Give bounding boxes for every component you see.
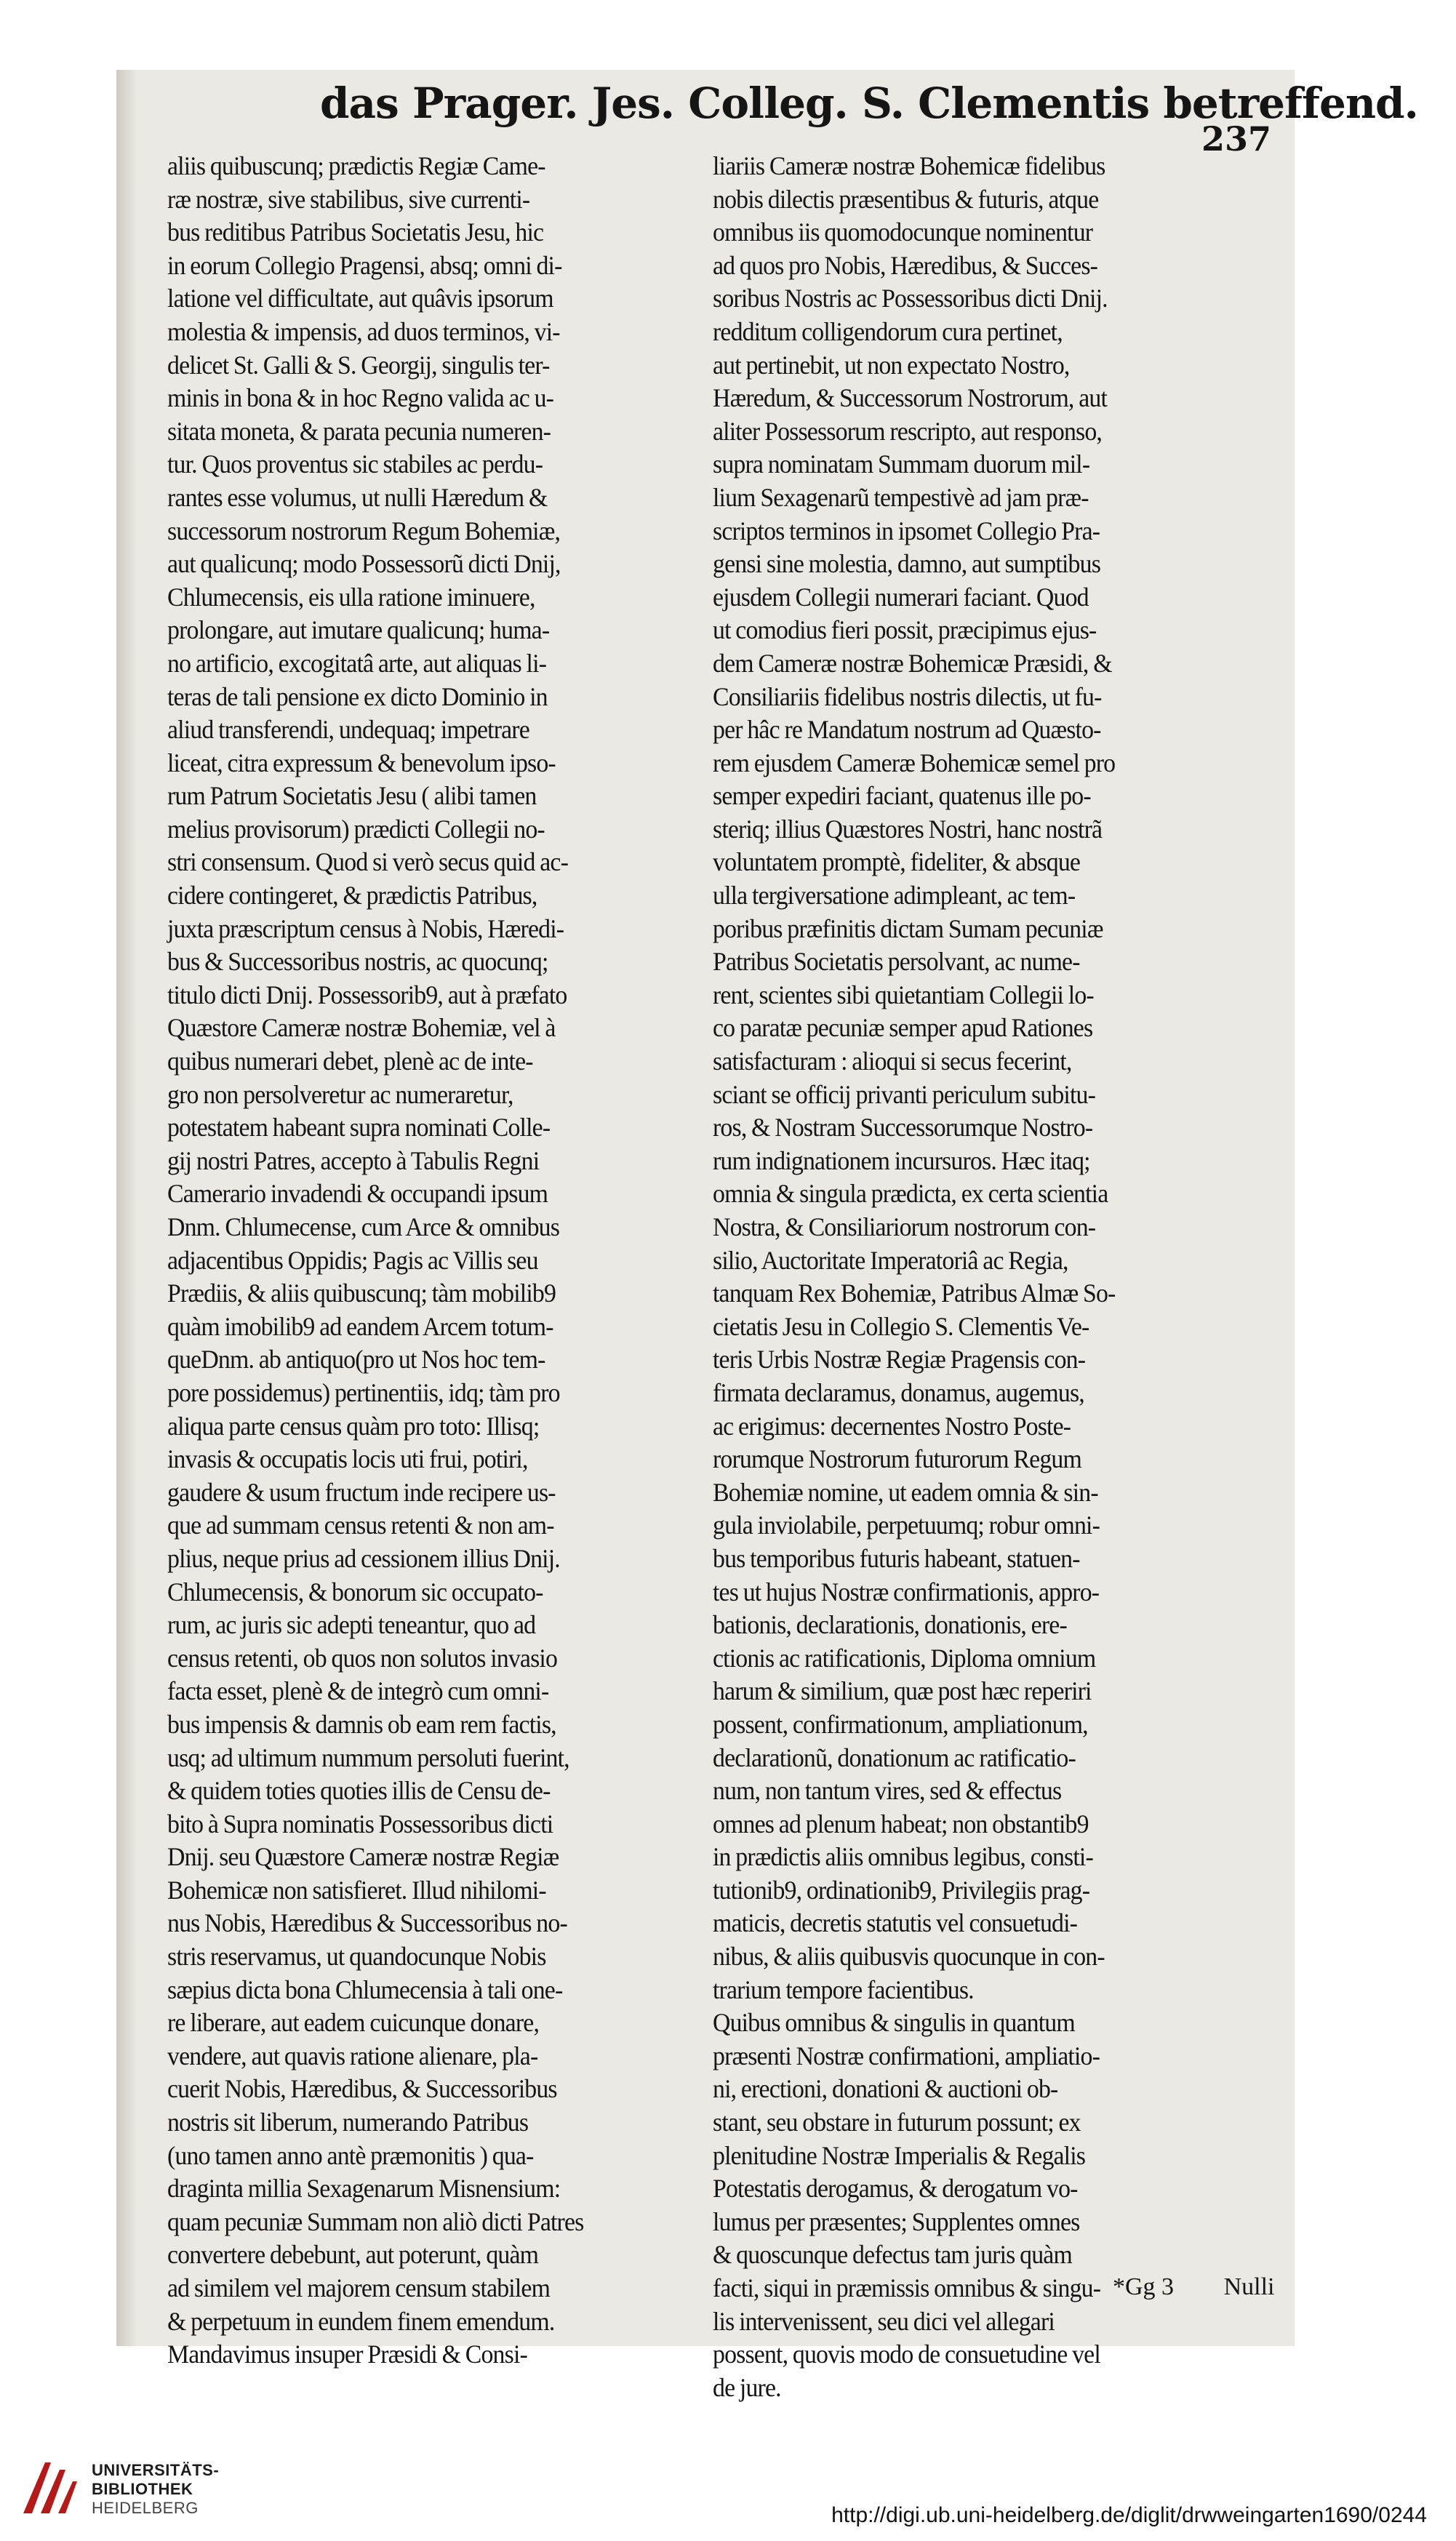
text-line: delicet St. Galli & S. Georgij, singulis ter- [167,350,550,380]
text-line: facti, siqui in præmissis omnibus & singu- [713,2273,1101,2302]
text-line: nibus, & aliis quibusvis quocunque in con- [713,1942,1105,1972]
text-line: tanquam Rex Bohemiæ, Patribus Almæ So- [713,1278,1116,1308]
text-line: gij nostri Patres, accepto à Tabulis Regni [167,1145,540,1175]
text-line: Nostra, & Consiliariorum nostrorum con- [713,1212,1096,1241]
text-line: convertere debebunt, aut poterunt, quàm [167,2240,539,2270]
text-line: nobis dilectis præsentibus & futuris, atque [713,184,1099,214]
text-line: latione vel difficultate, aut quâvis ipsorum [167,284,553,313]
text-line: bito à Supra nominatis Possessoribus dicti [167,1809,553,1838]
text-line: Patribus Societatis persolvant, ac nume- [713,947,1080,977]
text-line: molestia & impensis, ad duos terminos, vi- [167,316,560,346]
text-line: bus impensis & damnis ob eam rem factis, [167,1709,556,1739]
text-line: gula inviolabile, perpetuumq; robur omni- [713,1510,1100,1540]
text-line: potestatem habeant supra nominati Colle- [167,1113,551,1143]
text-line: Bohemiæ nomine, ut eadem omnia & sin- [713,1477,1098,1507]
text-line: ros, & Nostram Successorumque Nostro- [713,1113,1093,1143]
text-line: de jure. [713,2372,781,2402]
text-line: no artificio, excogitatâ arte, aut aliquas li- [167,648,547,678]
text-line: aut pertinebit, ut non expectato Nostro, [713,350,1070,380]
text-line: soribus Nostris ac Possessoribus dicti Dnij. [713,284,1108,313]
text-line: Hæredum, & Successorum Nostrorum, aut [713,383,1108,413]
text-line: Camerario invadendi & occupandi ipsum [167,1179,548,1209]
text-line: sitata moneta, & parata pecunia numeren- [167,416,551,446]
text-line: supra nominatam Summam duorum mil- [713,449,1090,479]
text-line: declarationũ, donationum ac ratificatio- [713,1742,1076,1772]
text-line: successorum nostrorum Regum Bohemiæ, [167,516,561,545]
viewer-footer [0,2429,1456,2541]
catchword: Nulli [1223,2273,1275,2300]
text-line: nostris sit liberum, numerando Patribus [167,2108,529,2137]
text-line: præsenti Nostræ confirmationi, ampliatio- [713,2041,1100,2070]
text-line: plenitudine Nostræ Imperialis & Regalis [713,2140,1086,2170]
text-line: in eorum Collegio Pragensi, absq; omni di- [167,250,562,280]
text-line: re liberare, aut eadem cuicunque donare, [167,2008,540,2038]
text-line: dem Cameræ nostræ Bohemicæ Præsidi, & [713,648,1112,678]
text-line: nus Nobis, Hæredibus & Successoribus no- [167,1908,567,1938]
text-line: queDnm. ab antiquo(pro ut Nos hoc tem- [167,1345,545,1374]
text-line: lumus per præsentes; Supplentes omnes [713,2206,1080,2236]
text-line: draginta millia Sexagenarum Misnensium: [167,2174,561,2204]
text-line: adjacentibus Oppidis; Pagis ac Villis seu [167,1245,538,1275]
text-line: omnibus iis quomodocunque nominentur [713,217,1093,247]
text-line: rantes esse volumus, ut nulli Hæredum & [167,482,548,512]
text-line: ni, erectioni, donationi & auctioni ob- [713,2074,1058,2104]
text-line: Dnm. Chlumecense, cum Arce & omnibus [167,1212,560,1241]
text-line: stant, seu obstare in futurum possunt; ex [713,2108,1081,2137]
text-line: co paratæ pecuniæ semper apud Rationes [713,1013,1093,1043]
text-line: Bohemicæ non satisfieret. Illud nihilomi- [167,1875,546,1905]
text-line: semper expediri faciant, quatenus ille po- [713,781,1091,811]
text-line: harum & similium, quæ post hæc reperiri [713,1676,1092,1706]
text-line: liceat, citra expressum & benevolum ipso- [167,748,556,777]
text-line: aliqua parte census quàm pro toto: Illisq; [167,1411,540,1441]
text-line: usq; ad ultimum nummum persoluti fuerint, [167,1742,569,1772]
text-line: stri consensum. Quod si verò secus quid ac- [167,847,569,877]
text-line: vendere, aut quavis ratione alienare, pla- [167,2041,538,2070]
text-line: rum Patrum Societatis Jesu ( alibi tamen [167,781,537,811]
text-line: plius, neque prius ad cessionem illius Dnij. [167,1543,560,1573]
text-line: melius provisorum) prædicti Collegii no- [167,814,545,844]
text-line: que ad summam census retenti & non am- [167,1510,554,1540]
left-text-column [167,150,673,2372]
text-line: & perpetuum in eundem finem emendum. [167,2306,555,2336]
text-line: minis in bona & in hoc Regno valida ac u- [167,383,554,413]
text-line: sæpius dicta bona Chlumecensia à tali one- [167,1974,563,2004]
text-line: lis intervenissent, seu dici vel allegari [713,2306,1055,2336]
text-line: (uno tamen anno antè præmonitis ) qua- [167,2140,534,2170]
text-line: Potestatis derogamus, & derogatum vo- [713,2174,1078,2204]
text-line: gaudere & usum fructum inde recipere us- [167,1477,556,1507]
text-line: in prædictis aliis omnibus legibus, consti- [713,1842,1093,1872]
text-line: Dnij. seu Quæstore Cameræ nostræ Regiæ [167,1842,559,1872]
text-line: bus & Successoribus nostris, ac quocunq; [167,947,548,977]
text-line: tutionib9, ordinationib9, Privilegiis prag- [713,1875,1090,1905]
text-line: rum, ac juris sic adepti teneantur, quo ad [167,1610,536,1640]
text-line: aliud transferendi, undequaq; impetrare [167,715,529,745]
text-line: aliter Possessorum rescripto, aut responso, [713,416,1103,446]
text-line: satisfacturam : alioqui si secus fecerint, [713,1047,1072,1076]
text-line: rum indignationem incursuros. Hæc itaq; [713,1145,1090,1175]
text-line: rent, scientes sibi quietantiam Collegii lo- [713,980,1094,1009]
text-line: cuerit Nobis, Hæredibus, & Successoribus [167,2074,557,2104]
text-line: bus temporibus futuris habeant, statuen- [713,1543,1080,1573]
running-title: das Prager. Jes. Colleg. S. Clementis betreffend. [320,79,1418,128]
text-line: titulo dicti Dnij. Possessorib9, aut à præfato [167,980,567,1009]
text-line: & quoscunque defectus tam juris quàm [713,2240,1072,2270]
text-line: teris Urbis Nostræ Regiæ Pragensis con- [713,1345,1086,1374]
text-line: silio, Auctoritate Imperatoriâ ac Regia, [713,1245,1068,1275]
catchword-line [945,2273,1275,2301]
text-line: ulla tergiversatione adimpleant, ac tem- [713,881,1076,911]
text-line: steriq; illius Quæstores Nostri, hanc nostrã [713,814,1103,844]
text-line: quàm imobilib9 ad eandem Arcem totum- [167,1311,553,1341]
text-line: invasis & occupatis locis uti frui, potiri, [167,1444,528,1474]
text-line: Prædiis, & aliis quibuscunq; tàm mobilib9 [167,1278,556,1308]
text-line: sciant se officij privanti periculum subitu- [713,1079,1096,1109]
text-line: stris reservamus, ut quandocunque Nobis [167,1942,546,1972]
text-line: firmata declaramus, donamus, augemus, [713,1377,1084,1407]
text-line: lium Sexagenarũ tempestivè ad jam præ- [713,482,1089,512]
text-line: ctionis ac ratificationis, Diploma omnium [713,1643,1096,1673]
text-line: Quibus omnibus & singulis in quantum [713,2008,1075,2038]
text-line: juxta præscriptum census à Nobis, Hæredi- [167,913,564,943]
text-line: omnia & singula prædicta, ex certa scientia [713,1179,1108,1209]
text-line: tes ut hujus Nostræ confirmationis, appro- [713,1577,1100,1606]
text-line: ejusdem Collegii numerari faciant. Quod [713,582,1089,612]
text-line: maticis, decretis statutis vel consuetudi- [713,1908,1078,1938]
text-line: tur. Quos proventus sic stabiles ac perdu- [167,449,543,479]
text-line: bationis, declarationis, donationis, ere- [713,1610,1067,1640]
text-line: aliis quibuscunq; prædictis Regiæ Came- [167,151,545,180]
text-line: redditum colligendorum cura pertinet, [713,316,1063,346]
text-line: voluntatem promptè, fideliter, & absque [713,847,1081,877]
text-line: prolongare, aut imutare qualicunq; huma- [167,615,550,645]
library-logo-icon [16,2455,81,2521]
text-line: omnes ad plenum habeat; non obstantib9 [713,1809,1089,1838]
scanned-page [116,70,1418,2402]
text-line: ac erigimus: decernentes Nostro Poste- [713,1411,1071,1441]
text-line: ut comodius fieri possit, præcipimus ejus- [713,615,1097,645]
text-line: cietatis Jesu in Collegio S. Clementis Ve- [713,1311,1089,1341]
text-line: facta esset, plenè & de integrò cum omni- [167,1676,549,1706]
text-line: teras de tali pensione ex dicto Dominio in [167,681,548,711]
text-line: rem ejusdem Cameræ Bohemicæ semel pro [713,748,1116,777]
text-line: ræ nostræ, sive stabilibus, sive currenti- [167,184,530,214]
text-line: Quæstore Cameræ nostræ Bohemiæ, vel à [167,1013,556,1043]
text-line: bus reditibus Patribus Societatis Jesu, hic [167,217,544,247]
text-line: possent, confirmationum, ampliationum, [713,1709,1088,1739]
text-line: trarium tempore facientibus. [713,1974,974,2004]
page-url[interactable]: http://digi.ub.uni-heidelberg.de/diglit/drwweingarten1690/0244 [831,2503,1427,2527]
text-line: census retenti, ob quos non solutos invasio [167,1643,558,1673]
signature-mark: *Gg 3 [1113,2273,1175,2300]
text-line: per hâc re Mandatum nostrum ad Quæsto- [713,715,1101,745]
text-line: poribus præfinitis dictam Sumam pecuniæ [713,913,1103,943]
library-name: UNIVERSITÄTS- BIBLIOTHEK HEIDELBERG [92,2461,220,2517]
page-number: 237 [1201,119,1271,159]
text-line: rorumque Nostrorum futurorum Regum [713,1444,1081,1474]
text-line: Mandavimus insuper Præsidi & Consi- [167,2340,527,2369]
text-line: ad similem vel majorem censum stabilem [167,2273,551,2302]
text-line: scriptos terminos in ipsomet Collegio Pra- [713,516,1100,545]
text-line: & quidem toties quoties illis de Censu de- [167,1776,551,1806]
text-line: Consiliariis fidelibus nostris dilectis, ut fu- [713,681,1102,711]
text-line: pore possidemus) pertinentiis, idq; tàm pro [167,1377,560,1407]
text-line: quibus numerari debet, plenè ac de inte- [167,1047,533,1076]
right-text-column [713,150,1246,2404]
text-line: cidere contingeret, & prædictis Patribus, [167,881,537,911]
text-line: possent, quovis modo de consuetudine vel [713,2340,1100,2369]
text-line: Chlumecensis, eis ulla ratione iminuere, [167,582,535,612]
text-line: liariis Cameræ nostræ Bohemicæ fidelibus [713,151,1105,180]
text-line: gro non persolveretur ac numeraretur, [167,1079,513,1109]
text-line: Chlumecensis, & bonorum sic occupato- [167,1577,543,1606]
text-line: num, non tantum vires, sed & effectus [713,1776,1062,1806]
text-line: quam pecuniæ Summam non aliò dicti Patres [167,2206,584,2236]
text-line: gensi sine molestia, damno, aut sumptibus [713,549,1101,579]
text-line: aut qualicunq; modo Possessorũ dicti Dnij, [167,549,561,579]
text-line: ad quos pro Nobis, Hæredibus, & Succes- [713,250,1098,280]
